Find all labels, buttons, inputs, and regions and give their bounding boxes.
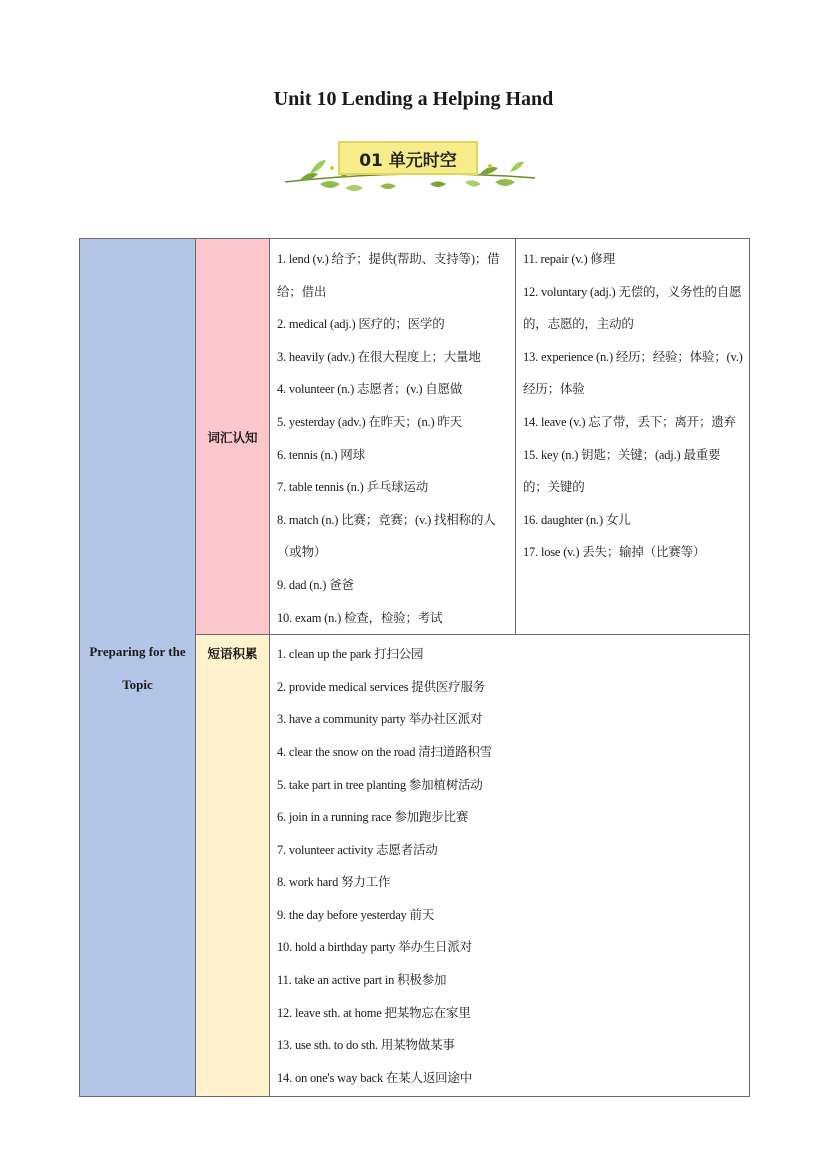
phrase-item: 5. take part in tree planting 参加植树活动 [277, 777, 483, 792]
vocab-item: 12. voluntary (adj.) 无偿的，义务性的自愿的，志愿的，主动的 [523, 284, 742, 332]
vocab-item: 10. exam (n.) 检查，检验；考试 [277, 610, 443, 625]
vocab-item: 5. yesterday (adv.) 在昨天；(n.) 昨天 [277, 414, 462, 429]
vocab-item: 4. volunteer (n.) 志愿者；(v.) 自愿做 [277, 382, 463, 397]
phrase-list-cell [270, 635, 750, 1097]
vocab-item: 3. heavily (adv.) 在很大程度上；大量地 [277, 349, 481, 364]
vocab-item: 17. lose (v.) 丢失；输掉（比赛等） [523, 545, 706, 560]
vocab-item: 6. tennis (n.) 网球 [277, 447, 365, 462]
phrase-item: 6. join in a running race 参加跑步比赛 [277, 810, 469, 825]
vocab-right-cell [516, 239, 750, 635]
phrase-item: 10. hold a birthday party 举办生日派对 [277, 940, 472, 955]
phrase-item: 3. have a community party 举办社区派对 [277, 712, 483, 727]
vocab-item: 1. lend (v.) 给予；提供(帮助、支持等)；借给；借出 [277, 252, 500, 299]
vocab-category-cell [196, 239, 270, 635]
vocab-item: 14. leave (v.) 忘了带，丢下；离开；遗弃 [523, 414, 736, 429]
vocab-item: 7. table tennis (n.) 乒乓球运动 [277, 480, 429, 495]
phrase-item: 4. clear the snow on the road 清扫道路积雪 [277, 744, 492, 759]
phrase-item: 2. provide medical services 提供医疗服务 [277, 679, 486, 694]
phrase-item: 11. take an active part in 积极参加 [277, 973, 447, 988]
vocab-item: 16. daughter (n.) 女儿 [523, 512, 631, 527]
vocab-item: 8. match (n.) 比赛；竞赛；(v.) 找相称的人（或物） [277, 512, 496, 560]
phrase-item: 9. the day before yesterday 前天 [277, 907, 435, 922]
vocab-item: 11. repair (v.) 修理 [523, 252, 615, 266]
vocab-item: 13. experience (n.) 经历；经验；体验；(v.) 经历；体验 [523, 349, 743, 397]
badge-label: 01 单元时空 [338, 141, 478, 175]
phrase-item: 1. clean up the park 打扫公园 [277, 647, 424, 662]
page-title: Unit 10 Lending a Helping Hand [273, 88, 554, 110]
vocab-item: 9. dad (n.) 爸爸 [277, 577, 354, 592]
topic-cell [80, 239, 196, 1097]
vocabulary-table [79, 238, 750, 1097]
phrase-item: 13. use sth. to do sth. 用某物做某事 [277, 1038, 455, 1053]
phrase-item: 12. leave sth. at home 把某物忘在家里 [277, 1005, 471, 1020]
vocab-category-label: 词汇认知 [207, 429, 258, 445]
phrase-category-cell [196, 635, 270, 1097]
phrase-category-label: 短语积累 [207, 646, 258, 662]
vocab-item: 15. key (n.) 钥匙；关键；(adj.) 最重要的；关键的 [523, 447, 721, 495]
phrase-item: 7. volunteer activity 志愿者活动 [277, 842, 438, 857]
vocab-left-cell [270, 239, 516, 635]
phrase-item: 14. on one's way back 在某人返回途中 [277, 1070, 473, 1085]
phrase-item: 8. work hard 努力工作 [277, 875, 391, 890]
vocab-item: 2. medical (adj.) 医疗的；医学的 [277, 317, 445, 332]
topic-label: Preparing for the Topic [89, 643, 186, 692]
section-badge [280, 138, 540, 200]
